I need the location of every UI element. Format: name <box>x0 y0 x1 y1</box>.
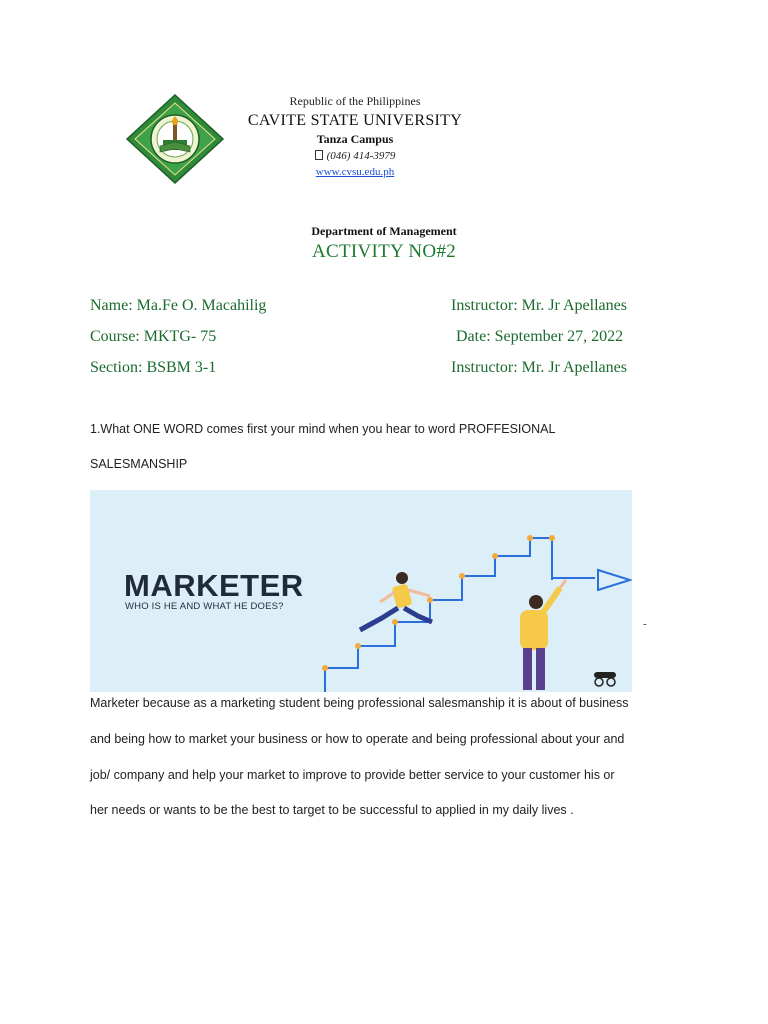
university-name: CAVITE STATE UNIVERSITY <box>247 112 463 129</box>
campus-name: Tanza Campus <box>316 132 394 146</box>
phone-number <box>230 150 480 162</box>
phone-icon <box>315 150 323 160</box>
answer-line-3: job/ company and help your market to improve to provide better service to your customer his or <box>90 768 615 782</box>
question-line-1: 1.What ONE WORD comes first your mind when you hear to word PROFFESIONAL <box>90 422 556 436</box>
student-name: Name: Ma.Fe O. Macahilig <box>90 297 267 314</box>
website-link[interactable]: www.cvsu.edu.ph <box>315 166 395 178</box>
date-label: Date: September 27, 2022 <box>456 328 624 345</box>
course-label: Course: MKTG- 75 <box>90 328 217 345</box>
section-label: Section: BSBM 3-1 <box>90 359 217 376</box>
republic-label: Republic of the Philippines <box>289 94 421 108</box>
question-line-2: SALESMANSHIP <box>90 457 188 471</box>
answer-line-2: and being how to market your business or how to operate and being professional about your and <box>90 732 625 746</box>
university-seal-logo <box>126 94 224 184</box>
activity-title: ACTIVITY NO#2 <box>311 241 457 262</box>
tick-mark: - <box>643 618 647 630</box>
marketer-illustration <box>90 490 632 692</box>
banner-subtitle: WHO IS HE AND WHAT HE DOES? <box>125 601 284 612</box>
instructor-label-2: Instructor: Mr. Jr Apellanes <box>451 359 627 376</box>
answer-line-1: Marketer because as a marketing student being professional salesmanship it is about of business <box>90 696 629 710</box>
phone-text: (046) 414-3979 <box>326 150 396 162</box>
instructor-label-1: Instructor: Mr. Jr Apellanes <box>451 297 627 314</box>
banner-title: MARKETER <box>124 568 304 603</box>
department-title: Department of Management <box>311 224 457 238</box>
answer-line-4: her needs or wants to be the best to target to be successful to applied in my daily lives . <box>90 803 574 817</box>
